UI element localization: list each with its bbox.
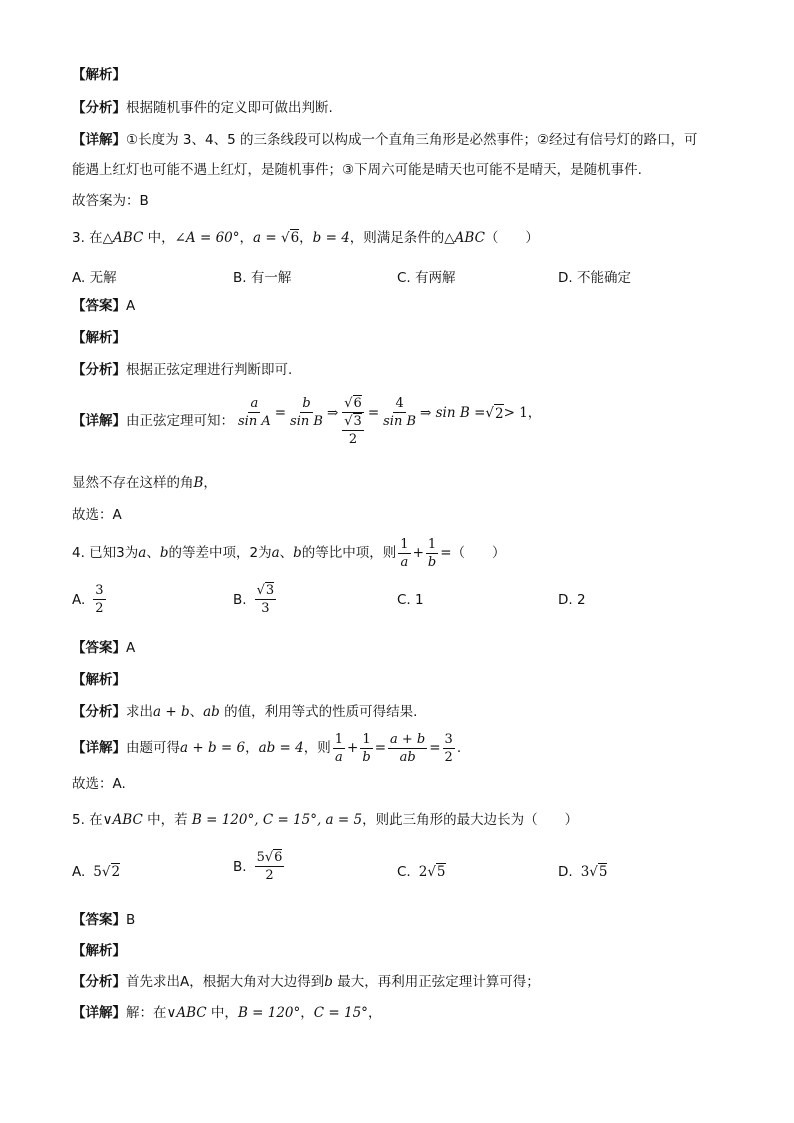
math: B [193, 475, 204, 491]
implies: ⇒ [326, 405, 339, 421]
text: ， [300, 1005, 314, 1021]
text: （ ） [451, 545, 506, 561]
answer-line: 故答案为：B [72, 193, 149, 209]
q4-detail [72, 728, 461, 768]
label: 【详解】 [72, 132, 126, 148]
label: 【分析】 [72, 362, 126, 378]
text: 的值，利用等式的性质可得结果. [219, 704, 418, 720]
text: 首先求出A，根据大角对大边得到 [126, 974, 325, 990]
q4-analysis [72, 703, 417, 721]
equals: = [274, 405, 287, 421]
text: 3. 在 [72, 230, 103, 246]
text: ， [299, 230, 313, 246]
label: 【分析】 [72, 974, 126, 990]
text: 由题可得 [126, 740, 180, 756]
math: ∠A = 60° [174, 230, 240, 246]
text: 求出 [126, 704, 153, 720]
text: ， [527, 405, 542, 421]
math: △ABC [444, 230, 485, 246]
q5-option-b: B. $\frac{5√6}{2}$ [233, 850, 283, 883]
text: ， [239, 230, 253, 246]
fraction: $\frac{1}{b}$ [427, 536, 437, 570]
q4-option-b: B. $\frac{√3}{3}$ [233, 583, 275, 616]
answer: A [126, 298, 136, 314]
q3-option-b: B. 有一解 [233, 270, 292, 286]
equals: = [429, 740, 441, 756]
plus: + [347, 740, 359, 756]
q4-choose: 故选：A. [72, 776, 126, 792]
question-4 [72, 535, 506, 571]
math: ab = 4 [258, 740, 304, 756]
plus: + [412, 545, 424, 561]
label: 【分析】 [72, 704, 126, 720]
text: ， [245, 740, 259, 756]
fraction: $\frac{1}{a}$ [400, 536, 409, 570]
math: 2 [495, 406, 504, 422]
q5-answer [72, 911, 135, 929]
label: 【分析】 [72, 100, 126, 116]
q3-choose: 故选：A [72, 507, 122, 523]
text: 最大，再利用正弦定理计算可得； [332, 974, 540, 990]
fraction: $\frac{3}{2}$ [444, 731, 453, 765]
q4-answer [72, 639, 135, 657]
label: 【答案】 [72, 640, 126, 656]
fraction: $\frac{4}{\text{sin B}}$ [383, 396, 417, 429]
fraction: $\frac{√6}{\frac{√3}{2}}$ [344, 396, 362, 447]
text: 中， [206, 1005, 238, 1021]
q3-answer [72, 297, 135, 315]
math: a + b = 6 [180, 740, 246, 756]
sqrt-symbol: √ [280, 230, 290, 246]
q5-option-d: D. 3√5 [558, 864, 608, 880]
q3-option-d: D. 不能确定 [558, 270, 631, 286]
math: b = 4 [312, 230, 350, 246]
q4-option-d: D. 2 [558, 592, 586, 608]
text: 、 [279, 545, 294, 561]
math: ∨ABC [166, 1005, 207, 1021]
q5-analysis [72, 973, 540, 991]
text: 5. 在 [72, 812, 103, 828]
label: 【答案】 [72, 298, 126, 314]
sqrt-symbol: √ [485, 405, 494, 421]
q3-analysis [72, 361, 292, 379]
fraction: $\frac{1}{b}$ [362, 731, 371, 765]
equals: = [374, 740, 386, 756]
analysis-line [72, 99, 333, 117]
text: ，则 [303, 740, 331, 756]
text: ， [367, 1005, 382, 1021]
text: 显然不存在这样的角 [72, 475, 194, 491]
q4-option-c: C. 1 [397, 592, 424, 608]
math: B = 120° [237, 1005, 301, 1021]
fraction: $\frac{b}{\text{sin B}}$ [290, 396, 323, 429]
math: ⇒ sin B = [420, 405, 486, 421]
math: a + b [153, 704, 190, 720]
math: 6 [290, 230, 300, 246]
math: a = [253, 230, 281, 246]
q4-analysis-heading: 【解析】 [72, 672, 126, 688]
q3-option-a: A. 无解 [72, 270, 117, 286]
q5-option-c: C. 2√5 [397, 864, 446, 880]
text: ①长度为 3、4、5 的三条线段可以构成一个直角三角形是必然事件；②经过有信号灯的路口，可 [126, 132, 698, 148]
text: 中， [143, 230, 175, 246]
text: 解：在 [126, 1005, 167, 1021]
fraction: $\frac{a + b}{ab}$ [390, 731, 426, 765]
label: 【详解】 [72, 1005, 126, 1021]
math: b [293, 545, 302, 561]
math: B = 120°, C = 15°, a = 5 [191, 812, 363, 828]
math: > 1 [503, 405, 528, 421]
text: 中，若 [142, 812, 192, 828]
text: 的等差中项，2为 [168, 545, 272, 561]
label: 【答案】 [72, 912, 126, 928]
q3-note [72, 474, 217, 492]
math: a [271, 545, 280, 561]
q5-detail [72, 1004, 381, 1022]
math: ab [203, 704, 220, 720]
q3-option-c: C. 有两解 [397, 270, 456, 286]
math: a [138, 545, 147, 561]
math: C = 15° [313, 1005, 368, 1021]
q3-detail [72, 396, 541, 458]
q5-analysis-heading: 【解析】 [72, 943, 126, 959]
label: 【详解】 [72, 413, 126, 429]
label: 【详解】 [72, 740, 126, 756]
q3-analysis-heading: 【解析】 [72, 330, 126, 346]
answer: A [126, 640, 136, 656]
equals: = [440, 545, 452, 561]
text: （ ） [484, 230, 539, 246]
question-5 [72, 811, 578, 829]
text: 根据随机事件的定义即可做出判断. [126, 100, 333, 116]
text: ，则此三角形的最大边长为（ ） [362, 812, 579, 828]
detail-line-1 [72, 131, 698, 149]
q5-option-a: A. 5√2 [72, 864, 121, 880]
text: ， [203, 475, 217, 491]
math: ∨ABC [102, 812, 143, 828]
text: 、 [146, 545, 160, 561]
text: 、 [189, 704, 204, 720]
text: 的等比中项，则 [301, 545, 397, 561]
detail-line-2: 能遇上红灯也可能不遇上红灯，是随机事件；③下周六可能是晴天也可能不是晴天，是随机事件. [72, 162, 642, 178]
math: b [159, 545, 169, 561]
text: . [456, 740, 462, 756]
fraction: $\frac{1}{a}$ [334, 731, 344, 765]
answer: B [126, 912, 136, 928]
fraction: $\frac{a}{\text{sin A}}$ [238, 396, 271, 429]
text: 4. 已知3为 [72, 545, 139, 561]
text: ，则满足条件的 [349, 230, 445, 246]
q4-option-a: A. $\frac{3}{2}$ [72, 583, 104, 616]
math: △ABC [102, 230, 144, 246]
text: 根据正弦定理进行判断即可. [126, 362, 293, 378]
math: b [324, 974, 333, 990]
question-3 [72, 229, 539, 247]
equals: = [367, 405, 380, 421]
analysis-heading: 【解析】 [72, 67, 126, 83]
text: 由正弦定理可知： [126, 413, 234, 429]
